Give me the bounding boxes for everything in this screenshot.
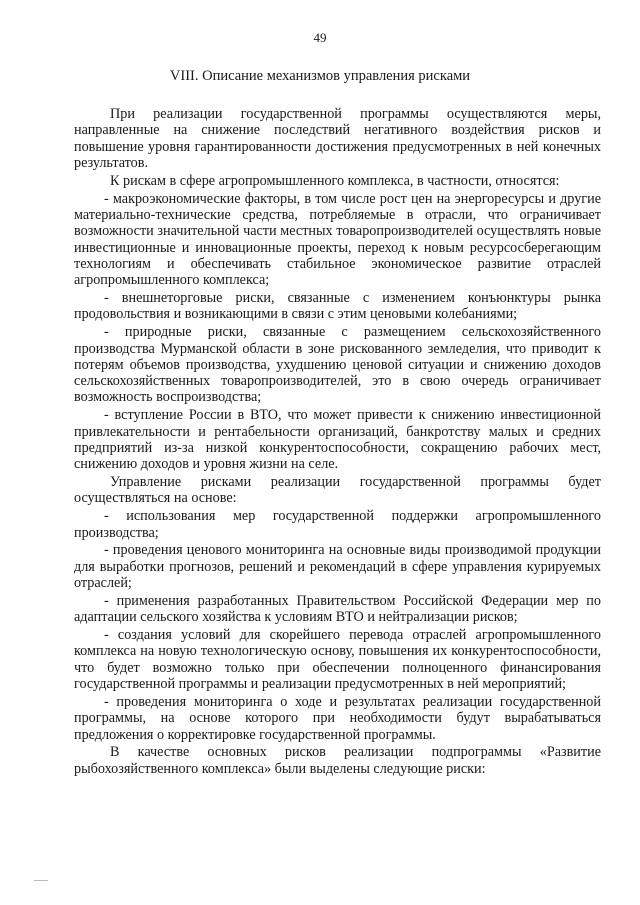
scan-mark (34, 880, 48, 881)
section-heading: VIII. Описание механизмов управления рисками (169, 68, 471, 84)
paragraph: К рискам в сфере агропромышленного комплекса, в частности, относятся: (110, 172, 560, 189)
page-number: 49 (313, 30, 327, 45)
list-item: - проведения ценового мониторинга на основные виды производимой продукции для выработки прогнозов, решений и рекомендаций в сфере управления курируемых отраслей; (74, 542, 601, 592)
list-item: - создания условий для скорейшего перевода отраслей агропромышленного комплекса на новую технологическую основу, повышения их конкурентоспособности, что будет возможно только при обеспечении полноценного финансирования государственной программы и реализации предусмотренных в ней мероприятий; (74, 627, 601, 693)
list-item: - природные риски, связанные с размещением сельскохозяйственного производства Мурманской области в зоне рискованного земледелия, что приводит к потерям объемов производства, ухудшению ценовой ситуации и снижению доходов сельскохозяйственных товаропроизводителей, это в свою очередь ограничивает возможность воспроизводства; (74, 324, 601, 406)
paragraph: Управление рисками реализации государственной программы будет осуществляться на основе: (74, 474, 601, 507)
paragraph: При реализации государственной программы осуществляются меры, направленные на снижение последствий негативного воздействия рисков и повышение уровня гарантированности достижения предусмотренных в ней конечных результатов. (74, 106, 601, 171)
list-item: - макроэкономические факторы, в том числе рост цен на энергоресурсы и другие материально-технические средства, потребляемые в отрасли, что ограничивает возможности значительной части местных товаропроизводителей осуществлять новые инвестиционные и инновационные проекты, переход к новым ресурсосберегающим технологиям и обеспечивать стабильное экономическое развитие отраслей агропромышленного комплекса; (74, 190, 601, 289)
list-item: - вступление России в ВТО, что может привести к снижению инвестиционной привлекательности и рентабельности организаций, банкротству малых и средних предприятий из-за низкой конкурентоспособности, сокращению рабочих мест, снижению доходов и уровня жизни на селе. (74, 407, 601, 473)
list-item: - использования мер государственной поддержки агропромышленного производства; (74, 508, 601, 541)
body-text (74, 106, 601, 779)
paragraph: В качестве основных рисков реализации подпрограммы «Развитие рыбохозяйственного комплекса» были выделены следующие риски: (74, 744, 601, 777)
list-item: - применения разработанных Правительством Российской Федерации мер по адаптации сельского хозяйства к условиям ВТО и нейтрализации рисков; (74, 592, 601, 626)
list-item: - внешнеторговые риски, связанные с изменением конъюнктуры рынка продовольствия и возникающими в связи с этим ценовыми колебаниями; (74, 290, 601, 323)
list-item: - проведения мониторинга о ходе и результатах реализации государственной программы, на основе которого при необходимости будут вырабатываться предложения о корректировке государственной программы. (74, 693, 601, 743)
